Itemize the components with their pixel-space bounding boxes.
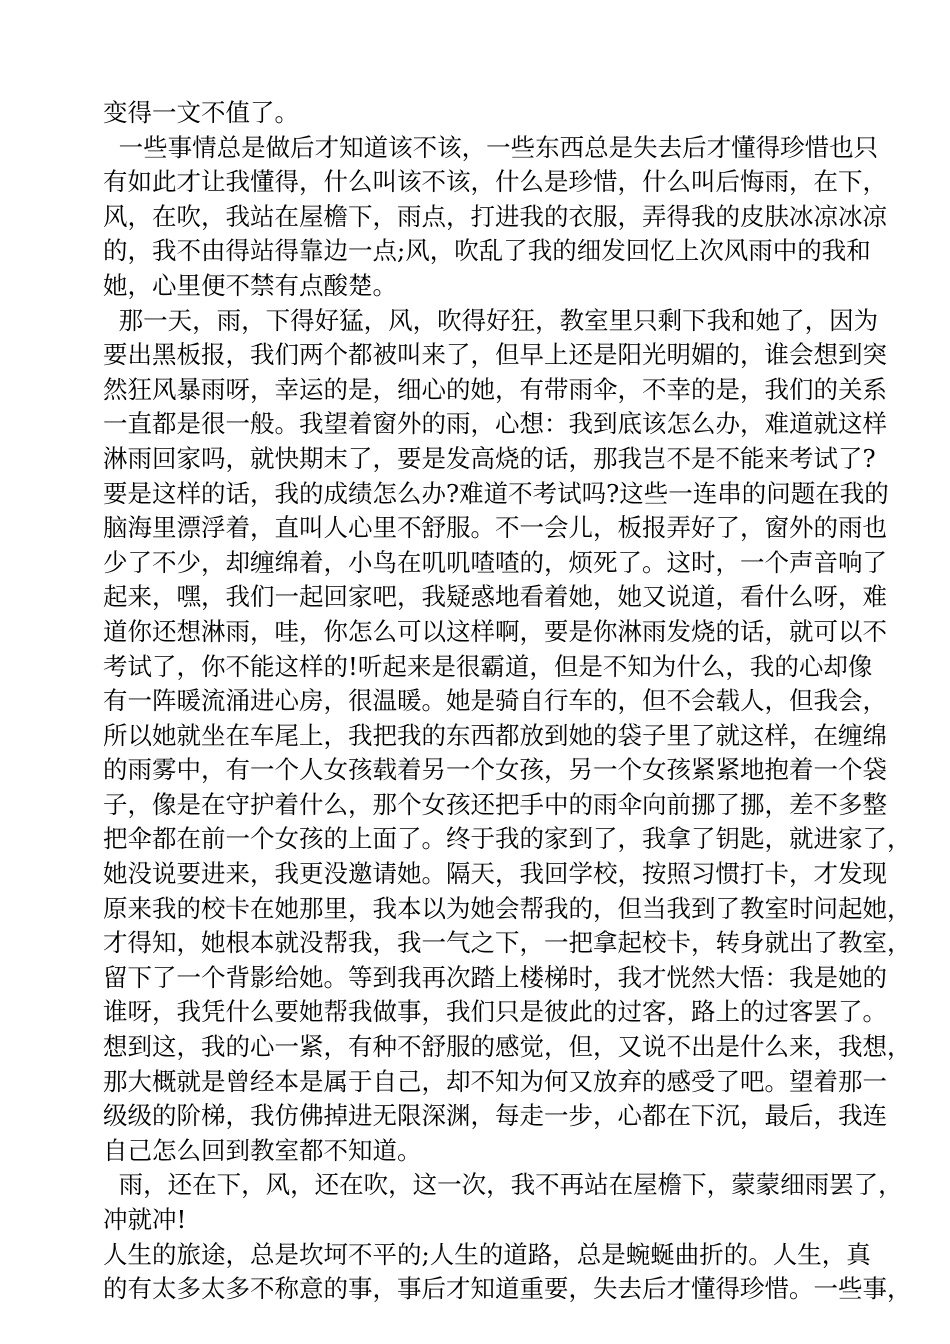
text-line: 级级的阶梯，我仿佛掉进无限深渊，每走一步，心都在下沉，最后，我连: [103, 1101, 887, 1131]
text-line: 起来，嘿，我们一起回家吧，我疑惑地看着她，她又说道，看什么呀，难: [103, 582, 887, 612]
text-line: 原来我的校卡在她那里，我本以为她会帮我的，但当我到了教室时问起她，: [103, 893, 912, 923]
text-line: 的雨雾中，有一个人女孩载着另一个女孩，另一个女孩紧紧地抱着一个袋: [103, 755, 887, 785]
text-line: 变得一文不值了。: [103, 98, 299, 127]
text-line: 自己怎么回到教室都不知道。: [103, 1135, 422, 1165]
text-line: 少了不少，却缠绵着，小鸟在叽叽喳喳的，烦死了。这时，一个声音响了: [103, 547, 887, 577]
text-line: 脑海里漂浮着，直叫人心里不舒服。不一会儿，板报弄好了，窗外的雨也: [103, 513, 887, 543]
text-line: 然狂风暴雨呀，幸运的是，细心的她，有带雨伞，不幸的是，我们的关系: [103, 374, 887, 404]
text-line: 想到这，我的心一紧，有种不舒服的感觉，但，又说不出是什么来，我想，: [103, 1032, 912, 1062]
text-line: 所以她就坐在车尾上，我把我的东西都放到她的袋子里了就这样，在缠绵: [103, 720, 887, 750]
text-line: 考试了，你不能这样的!听起来是很霸道，但是不知为什么，我的心却像: [103, 651, 873, 681]
text-line: 她没说要进来，我更没邀请她。隔天，我回学校，按照习惯打卡，才发现: [103, 859, 887, 889]
text-line: 留下了一个背影给她。等到我再次踏上楼梯时，我才恍然大悟：我是她的: [103, 962, 887, 992]
text-line: 人生的旅途，总是坎坷不平的;人生的道路，总是蜿蜒曲折的。人生，真: [103, 1239, 871, 1269]
text-line: 那大概就是曾经本是属于自己，却不知为何又放弃的感受了吧。望着那一: [103, 1066, 887, 1096]
text-line: 的有太多太多不称意的事，事后才知道重要，失去后才懂得珍惜。一些事，: [103, 1274, 912, 1304]
text-line: 那一天，雨，下得好猛，风，吹得好狂，教室里只剩下我和她了，因为: [103, 305, 879, 335]
text-line: 谁呀，我凭什么要她帮我做事，我们只是彼此的过客，路上的过客罢了。: [103, 997, 887, 1027]
text-line: 一直都是很一般。我望着窗外的雨，心想：我到底该怎么办，难道就这样: [103, 409, 887, 439]
text-line: 冲就冲!: [103, 1205, 187, 1234]
text-line: 要是这样的话，我的成绩怎么办?难道不考试吗?这些一连串的问题在我的: [103, 478, 889, 508]
text-line: 才得知，她根本就没帮我，我一气之下，一把拿起校卡，转身就出了教室，: [103, 928, 912, 958]
text-line: 风，在吹，我站在屋檐下，雨点，打进我的衣服，弄得我的皮肤冰凉冰凉: [103, 201, 887, 231]
document-page: [103, 96, 912, 1307]
text-line: 要出黑板报，我们两个都被叫来了，但早上还是阳光明媚的，谁会想到突: [103, 340, 887, 370]
text-line: 她，心里便不禁有点酸楚。: [103, 270, 397, 300]
text-line: 的，我不由得站得靠边一点;风，吹乱了我的细发回忆上次风雨中的我和: [103, 236, 871, 266]
text-line: 道你还想淋雨，哇，你怎么可以这样啊，要是你淋雨发烧的话，就可以不: [103, 616, 887, 646]
text-line: 淋雨回家吗，就快期末了，要是发高烧的话，那我岂不是不能来考试了?: [103, 443, 876, 473]
text-line: 子，像是在守护着什么，那个女孩还把手中的雨伞向前挪了挪，差不多整: [103, 789, 887, 819]
text-line: 雨，还在下，风，还在吹，这一次，我不再站在屋檐下，蒙蒙细雨罢了，: [103, 1170, 903, 1200]
text-line: 一些事情总是做后才知道该不该，一些东西总是失去后才懂得珍惜也只: [103, 132, 879, 162]
text-line: 有一阵暖流涌进心房，很温暖。她是骑自行车的，但不会载人，但我会，: [103, 686, 887, 716]
text-line: 把伞都在前一个女孩的上面了。终于我的家到了，我拿了钥匙，就进家了，: [103, 824, 912, 854]
text-line: 有如此才让我懂得，什么叫该不该，什么是珍惜，什么叫后悔雨，在下，: [103, 167, 887, 197]
